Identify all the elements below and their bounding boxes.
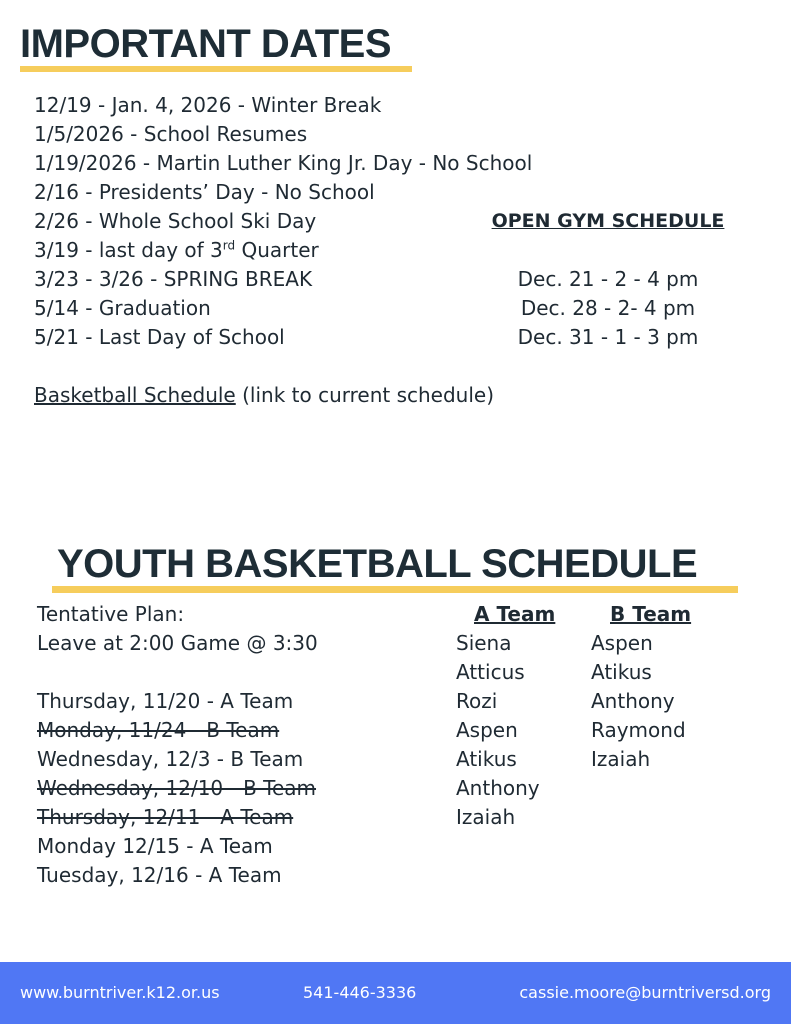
phone-number[interactable]: 541-446-3336 [303,983,417,1002]
open-gym-slot: Dec. 31 - 1 - 3 pm [517,325,699,349]
player-name: Aspen [591,631,653,655]
date-item: 1/19/2026 - Martin Luther King Jr. Day - No School [34,151,533,175]
footer-bar [0,962,791,1024]
player-name: Raymond [591,718,686,742]
plan-label: Tentative Plan: [37,602,185,626]
date-item: 2/16 - Presidents’ Day - No School [34,180,375,204]
player-name: Atikus [456,747,517,771]
date-item: 3/23 - 3/26 - SPRING BREAK [34,267,313,291]
game-item: Tuesday, 12/16 - A Team [37,863,282,887]
player-name: Aspen [456,718,518,742]
title-underline-bar [52,586,738,593]
b-team-header: B Team [610,602,692,626]
player-name: Anthony [456,776,540,800]
date-item: 2/26 - Whole School Ski Day [34,209,317,233]
open-gym-title: OPEN GYM SCHEDULE [491,210,725,232]
a-team-header: A Team [474,602,556,626]
date-item [34,237,319,263]
player-name: Anthony [591,689,675,713]
ordinal-superscript: rd [222,238,236,253]
basketball-link-line [34,382,494,408]
player-name: Izaiah [591,747,651,771]
cancelled-game: Thursday, 12/11 - A Team [37,805,294,829]
date-item: 5/14 - Graduation [34,296,211,320]
date-item: 5/21 - Last Day of School [34,325,285,349]
date-item: 12/19 - Jan. 4, 2026 - Winter Break [34,93,382,117]
important-dates-title: IMPORTANT DATES [20,22,391,66]
link-note: (link to current schedule) [235,383,495,407]
open-gym-slot: Dec. 21 - 2 - 4 pm [517,267,699,291]
youth-basketball-title: YOUTH BASKETBALL SCHEDULE [57,542,698,586]
date-item-text: 3/19 - last day of 3 [34,238,223,262]
player-name: Rozi [456,689,498,713]
player-name: Izaiah [456,805,516,829]
cancelled-game: Wednesday, 12/10 - B Team [37,776,317,800]
date-item-suffix: Quarter [235,238,319,262]
game-item: Thursday, 11/20 - A Team [37,689,294,713]
game-item: Monday 12/15 - A Team [37,834,273,858]
title-underline-bar [20,66,412,72]
basketball-schedule-link[interactable]: Basketball Schedule [34,383,236,407]
open-gym-slot: Dec. 28 - 2- 4 pm [520,296,696,320]
email-link[interactable]: cassie.moore@burntriversd.org [519,983,771,1002]
cancelled-game: Monday, 11/24 - B Team [37,718,280,742]
game-item: Wednesday, 12/3 - B Team [37,747,304,771]
player-name: Atikus [591,660,652,684]
plan-time: Leave at 2:00 Game @ 3:30 [37,631,318,655]
player-name: Siena [456,631,512,655]
date-item: 1/5/2026 - School Resumes [34,122,308,146]
website-link[interactable]: www.burntriver.k12.or.us [20,983,220,1002]
player-name: Atticus [456,660,525,684]
